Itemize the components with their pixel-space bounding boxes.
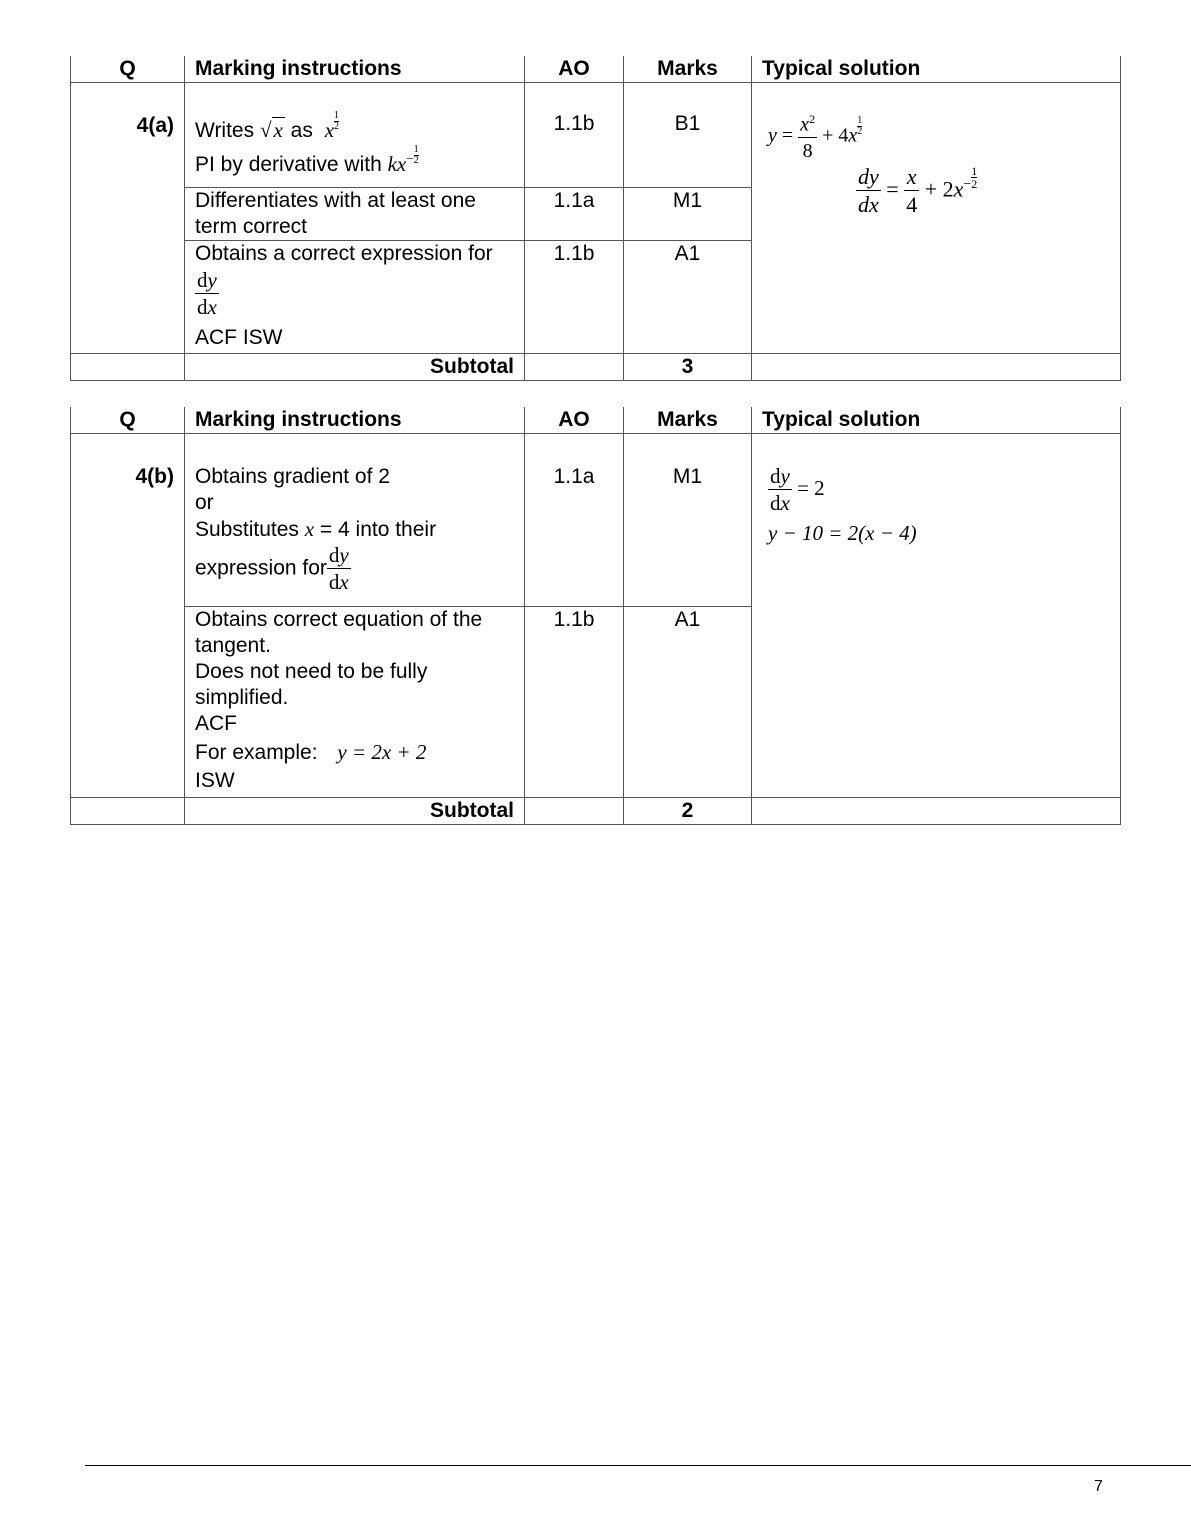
footer-divider (85, 1465, 1191, 1466)
subtotal-row (71, 798, 1121, 825)
marks-cell: A1 (624, 607, 752, 798)
header-solution: Typical solution (752, 56, 1121, 83)
subtotal-label: Subtotal (185, 798, 525, 825)
marks-cell: A1 (624, 241, 752, 354)
subtotal-label: Subtotal (185, 354, 525, 381)
mark-scheme-table-4b (70, 407, 1121, 825)
header-instructions: Marking instructions (185, 56, 525, 83)
instruction-text: Writes (195, 119, 255, 142)
subtotal-marks: 3 (624, 354, 752, 381)
kx-expression: kx− $\frac{1}{2}$ (387, 144, 419, 176)
solution-cell (752, 434, 1121, 798)
instruction-text: ISW (195, 769, 235, 792)
instruction-text: Obtains a correct expression for (195, 242, 493, 265)
marks-cell: M1 (624, 188, 752, 241)
x-variable: x (304, 517, 315, 541)
instruction-text: term correct (195, 215, 308, 238)
header-solution: Typical solution (752, 407, 1121, 434)
header-q: Q (71, 56, 185, 83)
solution-cell (752, 83, 1121, 354)
header-ao: AO (525, 56, 624, 83)
header-row (71, 407, 1121, 434)
instruction-text: ACF ISW (195, 326, 283, 349)
header-instructions: Marking instructions (185, 407, 525, 434)
instruction-text: Does not need to be fully (195, 660, 428, 683)
solution-derivative: $\frac{dy}{dx}$ = $\frac{x}{4}$ + 2x− $\frac{1}{2}$ (858, 163, 978, 217)
question-label: 4(b) (71, 434, 185, 798)
instruction-text: expression for (195, 556, 327, 580)
instruction-text: tangent. (195, 634, 271, 657)
instruction-text: ACF (195, 712, 237, 735)
instruction-text: PI by derivative with (195, 153, 382, 176)
solution-y-expression: y = $\frac{x^2}{8}$ + 4x $\frac{1}{2}$ (768, 112, 863, 162)
instruction-cell (185, 83, 525, 188)
instruction-text: Differentiates with at least one (195, 189, 476, 212)
sqrt-x-expression: √x (259, 118, 283, 142)
header-q: Q (71, 407, 185, 434)
ao-cell: 1.1b (525, 83, 624, 188)
instruction-text: Obtains correct equation of the (195, 608, 483, 631)
ao-cell: 1.1a (525, 188, 624, 241)
ao-cell: 1.1b (525, 241, 624, 354)
dy-dx-fraction: $\frac{dy}{dx}$ (328, 543, 349, 594)
instruction-cell (185, 188, 525, 241)
x-half-expression: x $\frac{1}{2}$ (324, 110, 340, 142)
subtotal-row (71, 354, 1121, 381)
instruction-text: Obtains gradient of 2 (195, 465, 390, 488)
instruction-text: Substitutes (195, 518, 299, 541)
header-row (71, 56, 1121, 83)
question-label: 4(a) (71, 83, 185, 354)
header-ao: AO (525, 407, 624, 434)
header-marks: Marks (624, 56, 752, 83)
instruction-cell (185, 607, 525, 798)
mark-scheme-table-4a (70, 56, 1121, 381)
subtotal-marks: 2 (624, 798, 752, 825)
instruction-text: or (195, 491, 214, 514)
solution-tangent: y − 10 = 2(x − 4) (768, 521, 917, 545)
marks-cell: M1 (624, 434, 752, 607)
row-4b-1 (71, 434, 1121, 607)
page-number: 7 (1094, 1478, 1103, 1495)
ao-cell: 1.1b (525, 607, 624, 798)
instruction-cell (185, 241, 525, 354)
header-marks: Marks (624, 407, 752, 434)
dy-dx-fraction: $\frac{dy}{dx}$ (197, 268, 217, 319)
ao-cell: 1.1a (525, 434, 624, 607)
row-4a-1 (71, 83, 1121, 188)
instruction-text: simplified. (195, 686, 289, 709)
instruction-cell (185, 434, 525, 607)
solution-gradient: $\frac{dy}{dx}$ = 2 (770, 464, 825, 515)
marks-cell: B1 (624, 83, 752, 188)
instruction-text: as (290, 119, 313, 142)
instruction-text: = 4 into their (319, 518, 437, 541)
example-equation: y = 2x + 2 (337, 740, 427, 764)
instruction-text: For example: (195, 741, 318, 764)
